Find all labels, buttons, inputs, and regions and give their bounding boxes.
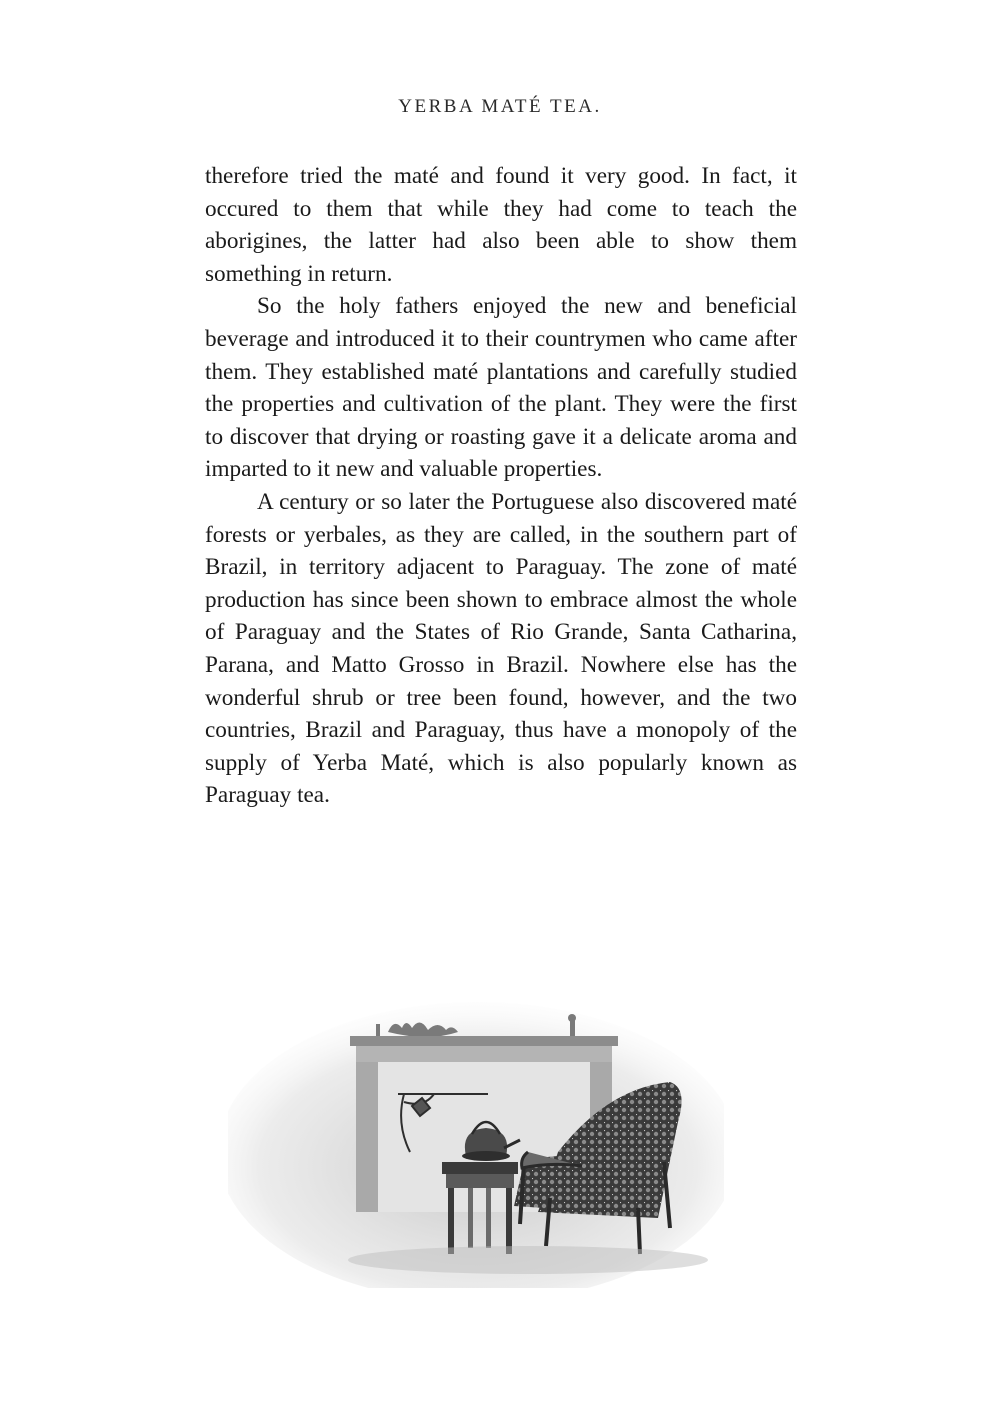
fireside-illustration [228, 1002, 724, 1288]
running-head: YERBA MATÉ TEA. [398, 96, 602, 117]
paragraph-holy-fathers: So the holy fathers enjoyed the new and beneficial beverage and introduced it to their countrymen who came after them. They established maté plantations and carefully studied the properties and cultivation of the plant. They were the first to discover that drying or roasting gave it a delicate aroma and imparted to it new and valuable properties. [205, 293, 797, 483]
paragraph-portuguese: A century or so later the Portuguese also discovered maté forests or yerbales, as they are called, in the southern part of Brazil, in territory adjacent to Paraguay. The zone of maté production has since been shown to embrace almost the whole of Paraguay and the States of Rio Grande, Santa Catharina, Parana, and Matto Grosso in Brazil. Nowhere else has the wonderful shrub or tree been found, however, and the two countries, Brazil and Paraguay, thus have a monopoly of the supply of Yerba Maté, which is also popularly known as Paraguay tea. [205, 488, 797, 809]
body-text [205, 160, 797, 812]
paragraph-continuation: therefore tried the maté and found it very good. In fact, it occured to them that while they had come to teach the aborigines, the latter had also been able to show them something in return. [205, 163, 797, 287]
floor-shadow [348, 1246, 708, 1274]
fireside-illustration-drawing [228, 1002, 724, 1288]
